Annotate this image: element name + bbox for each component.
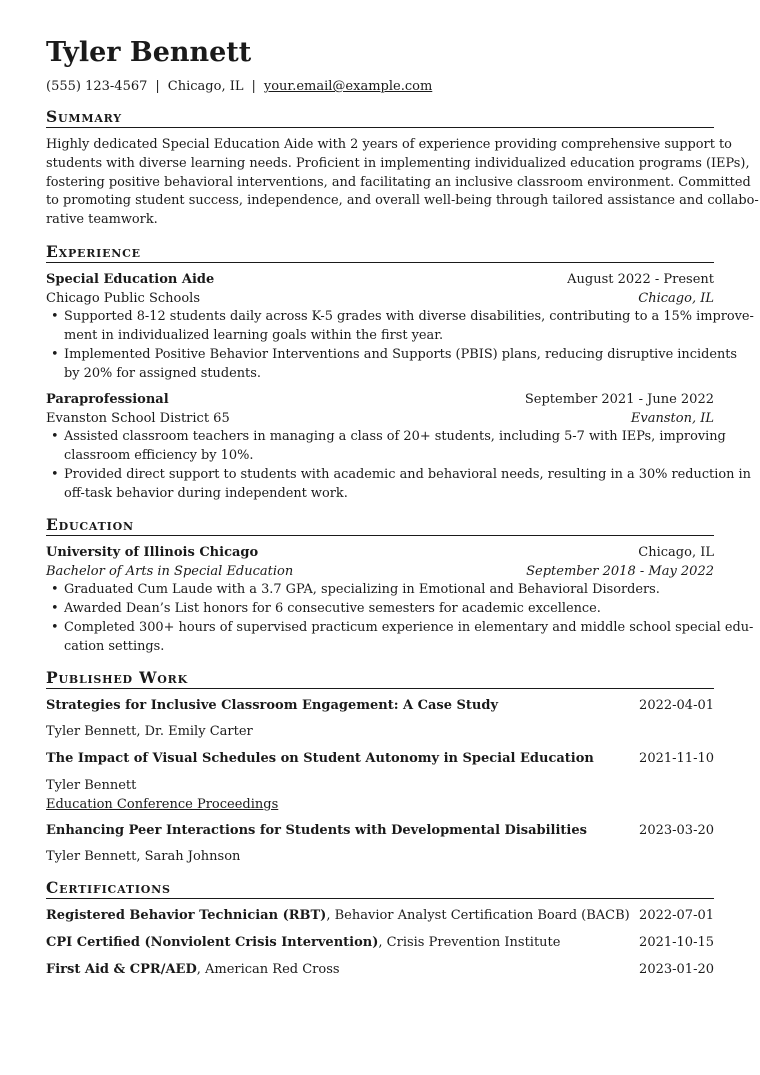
- bullet-icon: •: [51, 601, 59, 616]
- section-title: Published Work: [46, 668, 188, 687]
- section-title: Certifications: [46, 878, 171, 897]
- phone-number: (555) 123-4567: [46, 79, 148, 94]
- job-header: [46, 270, 714, 289]
- summary-line: Highly dedicated Special Education Aide with 2 years of experience providing comprehensive support to: [46, 137, 732, 152]
- school-header: [46, 543, 714, 562]
- publication-date: 2022-04-01: [639, 698, 714, 713]
- job-org-row: [46, 409, 714, 428]
- publication-title: Strategies for Inclusive Classroom Engagement: A Case Study: [46, 698, 499, 713]
- job-location: Evanston, IL: [630, 411, 714, 426]
- bullet-icon: •: [51, 347, 59, 362]
- certification-date: 2021-10-15: [639, 935, 714, 950]
- publication-title-row: [46, 749, 714, 768]
- certification-name: Registered Behavior Technician (RBT): [46, 908, 327, 923]
- certification-issuer: , Behavior Analyst Certification Board (BACB): [326, 908, 630, 923]
- publication-title-row: [46, 696, 714, 715]
- bullet-line: Provided direct support to students with academic and behavioral needs, resulting in a 30% reduction in: [64, 467, 751, 482]
- job-organization: Chicago Public Schools: [46, 291, 201, 306]
- publication-title: The Impact of Visual Schedules on Student Autonomy in Special Education: [46, 751, 594, 766]
- certification-name: CPI Certified (Nonviolent Crisis Intervention): [46, 935, 379, 950]
- certifications-heading: [46, 877, 714, 899]
- contact-line: [46, 77, 432, 97]
- bullet-line: Implemented Positive Behavior Interventions and Supports (PBIS) plans, reducing disruptive incidents: [64, 347, 738, 362]
- education-heading: [46, 514, 714, 536]
- bullet-item: [46, 581, 714, 600]
- bullet-item: [46, 308, 754, 346]
- summary-heading: [46, 106, 714, 128]
- bullet-line: ment in individualized learning goals within the first year.: [64, 327, 444, 343]
- job-dates: September 2021 - June 2022: [524, 392, 714, 407]
- bullet-line: off-task behavior during independent work.: [64, 485, 348, 501]
- job-org-row: [46, 289, 714, 308]
- publication-venue: [46, 795, 714, 814]
- job-dates: August 2022 - Present: [567, 272, 714, 287]
- job-organization: Evanston School District 65: [46, 411, 230, 426]
- school-name: University of Illinois Chicago: [46, 545, 259, 560]
- publication-authors: [46, 722, 714, 741]
- publication-date: 2023-03-20: [639, 823, 714, 838]
- certification-date: 2023-01-20: [639, 962, 714, 977]
- job-header: [46, 390, 714, 409]
- bullet-item: [46, 466, 751, 504]
- authors-text: Tyler Bennett: [46, 778, 137, 793]
- separator: |: [155, 79, 160, 94]
- authors-text: Tyler Bennett, Sarah Johnson: [46, 849, 241, 864]
- bullet-icon: •: [51, 429, 59, 444]
- publication-authors: [46, 776, 714, 795]
- summary-line: students with diverse learning needs. Proficient in implementing individualized education programs (IEPs),: [46, 155, 750, 171]
- bullet-item: [46, 600, 714, 619]
- bullet-line: cation settings.: [64, 638, 165, 654]
- bullet-line: Awarded Dean’s List honors for 6 consecutive semesters for academic excellence.: [64, 601, 601, 616]
- publication-title: Enhancing Peer Interactions for Students with Developmental Disabilities: [46, 823, 587, 838]
- section-title: Education: [46, 515, 134, 534]
- section-title: Experience: [46, 242, 141, 261]
- bullet-item: [46, 428, 726, 466]
- bullet-line: Completed 300+ hours of supervised practicum experience in elementary and middle school special edu-: [64, 620, 754, 635]
- job-role: Special Education Aide: [46, 272, 215, 287]
- bullet-line: Assisted classroom teachers in managing a class of 20+ students, including 5-7 with IEPs, improving: [64, 429, 726, 444]
- publication-date: 2021-11-10: [639, 751, 714, 766]
- bullet-line: Graduated Cum Laude with a 3.7 GPA, specializing in Emotional and Behavioral Disorders.: [64, 582, 660, 597]
- job-role: Paraprofessional: [46, 392, 169, 407]
- certification-issuer: , Crisis Prevention Institute: [378, 935, 561, 950]
- certification-name: First Aid & CPR/AED: [46, 962, 197, 977]
- summary-line: to promoting student success, independence, and overall well-being through tailored assistance and collabo-: [46, 193, 759, 209]
- publication-authors: [46, 847, 714, 866]
- summary-line: fostering positive behavioral interventions, and facilitating an inclusive classroom environment. Committed: [46, 174, 751, 190]
- email-link[interactable]: your.email@example.com: [263, 79, 433, 94]
- section-title: Summary: [46, 107, 122, 126]
- separator: |: [251, 79, 256, 94]
- bullet-item: [46, 346, 738, 384]
- published-work-heading: [46, 667, 714, 689]
- school-location: Chicago, IL: [638, 545, 714, 560]
- job-location: Chicago, IL: [638, 291, 714, 306]
- certification-row: [46, 906, 714, 925]
- bullet-icon: •: [51, 309, 59, 324]
- certification-row: [46, 960, 714, 979]
- bullet-line: by 20% for assigned students.: [64, 365, 261, 381]
- education-dates: September 2018 - May 2022: [526, 564, 714, 579]
- bullet-line: classroom efficiency by 10%.: [64, 447, 254, 463]
- degree-row: [46, 562, 714, 581]
- certification-issuer: , American Red Cross: [196, 962, 340, 977]
- authors-text: Tyler Bennett, Dr. Emily Carter: [46, 724, 253, 739]
- degree: Bachelor of Arts in Special Education: [46, 564, 294, 579]
- candidate-name: Tyler Bennett: [46, 37, 252, 68]
- summary-line: rative teamwork.: [46, 212, 158, 228]
- location: Chicago, IL: [167, 79, 244, 94]
- certification-date: 2022-07-01: [639, 908, 714, 923]
- bullet-icon: •: [51, 620, 59, 635]
- bullet-icon: •: [51, 582, 59, 597]
- bullet-item: [46, 619, 754, 657]
- experience-heading: [46, 241, 714, 263]
- bullet-icon: •: [51, 467, 59, 482]
- bullet-line: Supported 8-12 students daily across K-5 grades with diverse disabilities, contributing to a 15% improve-: [64, 309, 754, 324]
- venue-link[interactable]: Education Conference Proceedings: [46, 797, 279, 812]
- certification-row: [46, 933, 714, 952]
- summary-text: [46, 136, 759, 230]
- publication-title-row: [46, 821, 714, 840]
